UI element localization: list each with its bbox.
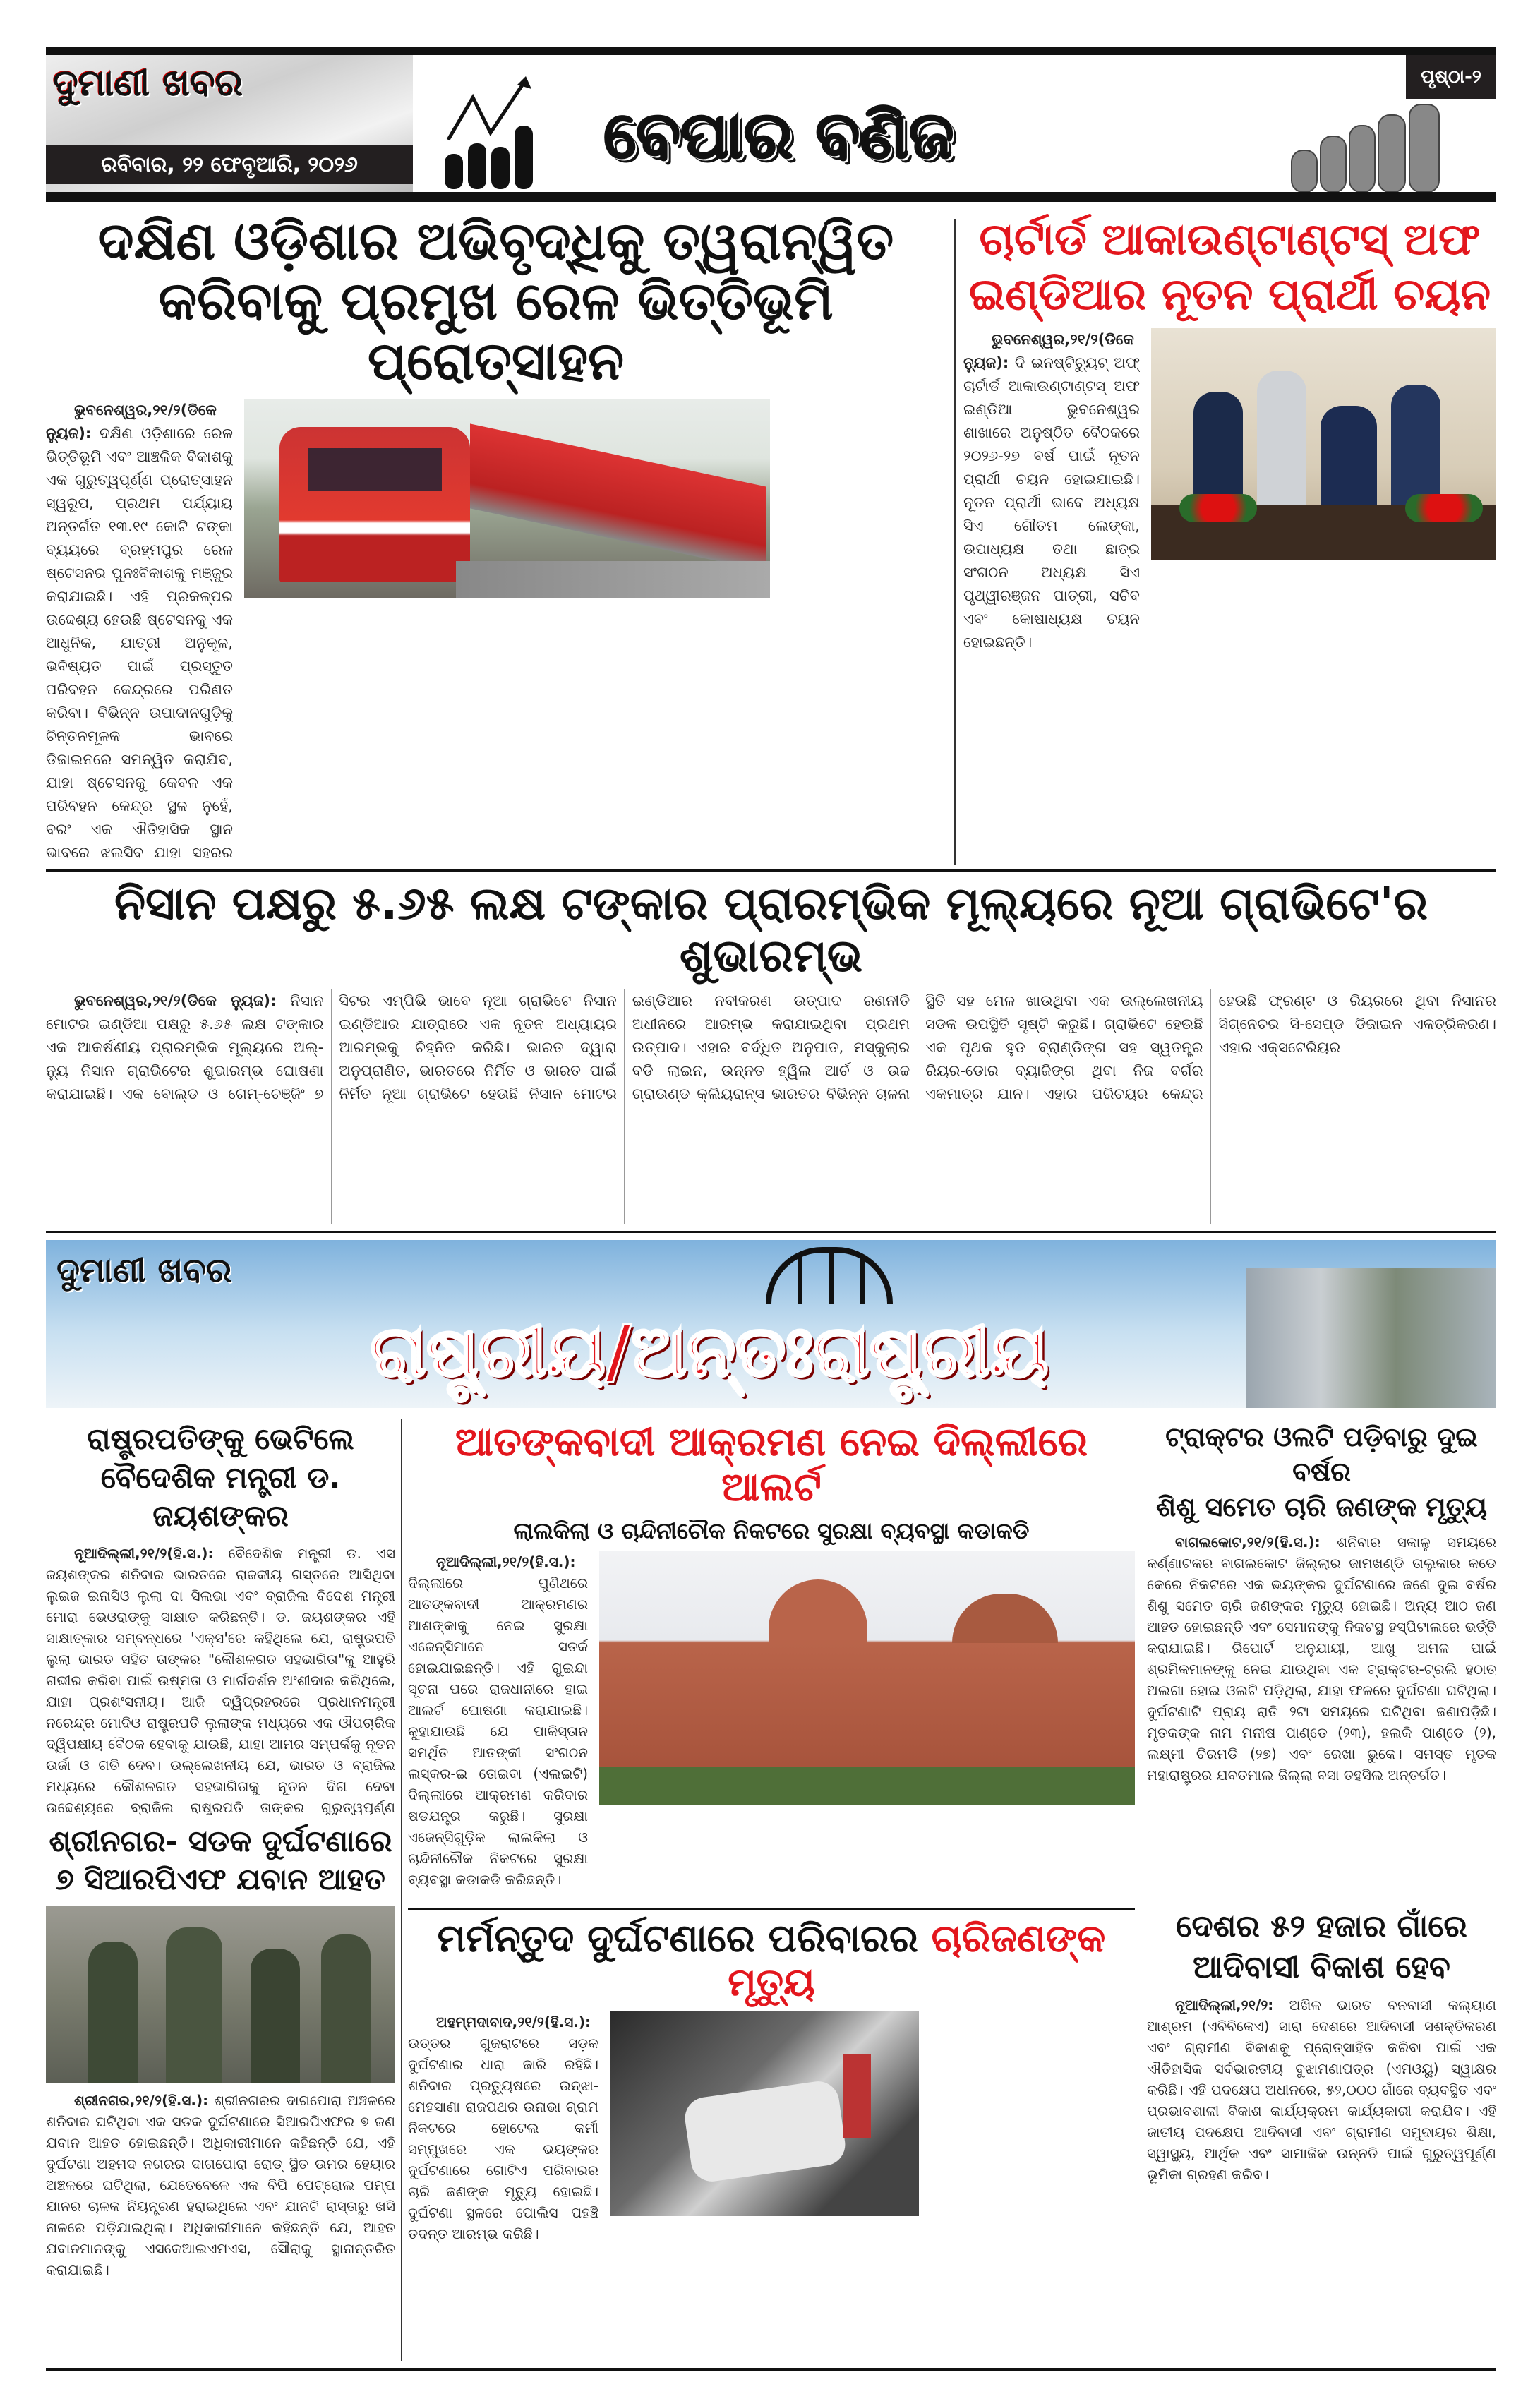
- tractor-article-body: ବାଗଲକୋଟ,୨୧/୨(ହି.ସ.): ଶନିବାର ସକାଳୁ ସମୟରେ କର୍ଣ୍ଣାଟକର ବାଗଲକୋଟ ଜିଲ୍ଲାର ଜାମଖଣ୍ଡି ତାଲୁକାର କଡେ କେରେ ନିକଟରେ ଏକ ଭୟଙ୍କର ଦୁର୍ଘଟଣାରେ ଜଣେ ଦୁଇ ବର୍ଷର ଶିଶୁ ସମେତ ଚାରି ଜଣଙ୍କର ମୃତ୍ୟୁ ହୋଇଛି। ଅନ୍ୟ ଆଠ ଜଣ ଆହତ ହୋଇଛନ୍ତି ଏବଂ ସେମାନଙ୍କୁ ନିକଟସ୍ଥ ହସ୍ପିଟାଲରେ ଭର୍ତ୍ତି କରାଯାଇଛି। ରିପୋର୍ଟ ଅନୁଯାୟୀ, ଆଖୁ ଅମଳ ପାଇଁ ଶ୍ରମିକମାନଙ୍କୁ ନେଇ ଯାଉଥିବା ଏକ ଟ୍ରାକ୍ଟର-ଟ୍ରଲି ହଠାତ୍ ଅଲଗା ହୋଇ ଓଲଟି ପଡ଼ିଥିଲା, ଯାହା ଫଳରେ ଦୁର୍ଘଟଣା ଘଟିଥିଲା। ଦୁର୍ଘଟଣାଟି ପ୍ରାୟ ରାତି ୨ଟା ସମୟରେ ଘଟିଥିବା ଜଣାପଡ଼ିଛି। ମୃତକଙ୍କ ନାମ ମନୀଷ ପାଣ୍ଡେ (୨୩), ହଲକି ପାଣ୍ଡେ (୨), ଲକ୍ଷ୍ମୀ ଚିରମଡି (୨୭) ଏବଂ ରେଖା ଭୁକେ। ସମସ୍ତ ମୃତକ ମହାରାଷ୍ଟ୍ରର ଯବତମାଲ ଜିଲ୍ଲା ବସା ତହସିଲ ଅନ୍ତର୍ଗତ।: [1147, 1534, 1496, 1784]
- srinagar-headline: ଶ୍ରୀନଗର- ସଡକ ଦୁର୍ଘଟଣାରେ ୭ ସିଆରପିଏଫ ଯବାନ ଆହତ: [49, 1823, 392, 1897]
- masthead: [46, 47, 1496, 202]
- jaishankar-article-body: ନୂଆଦିଲ୍ଲୀ,୨୧/୨(ହି.ସ.): ବୈଦେଶିକ ମନ୍ତ୍ରୀ ଡ. ଏସ ଜୟଶଙ୍କର ଶନିବାର ଭାରତରେ ରାଜକୀୟ ଗସ୍ତରେ ଆସିଥିବା ଲୁଇଜ ଇନାସିଓ ଲୁଲା ଦା ସିଲଭା ଏବଂ ବ୍ରାଜିଲ ବିଦେଶ ମନ୍ତ୍ରୀ ମୋରା ଭେଓରାଙ୍କୁ ସାକ୍ଷାତ କରିଛନ୍ତି। ଡ. ଜୟଶଙ୍କର ଏହି ସାକ୍ଷାତ୍କାର ସମ୍ବନ୍ଧରେ 'ଏକ୍ସ'ରେ କହିଥିଲେ ଯେ, ରାଷ୍ଟ୍ରପତି ଲୁଲା ଭାରତ ସହିତ ତାଙ୍କର "କୌଶଳଗତ ସହଭାଗିତା"କୁ ଆହୁରି ଗଭୀର କରିବା ପାଇଁ ଉଷ୍ମତା ଓ ମାର୍ଗଦର୍ଶନ ଅଂଶୀଦାର କରିଥିଲେ, ଯାହା ପ୍ରଶଂସନୀୟ। ଆଜି ଦ୍ୱିପ୍ରହରରେ ପ୍ରଧାନମନ୍ତ୍ରୀ ନରେନ୍ଦ୍ର ମୋଦିଓ ରାଷ୍ଟ୍ରପତି ଲୁଲାଙ୍କ ମଧ୍ୟରେ ଏକ ଔପଚାରିକ ଦ୍ୱିପକ୍ଷୀୟ ବୈଠକ ହେବାକୁ ଯାଉଛି, ଯାହା ଆମର ସମ୍ପର୍କକୁ ନୂତନ ଉର୍ଜା ଓ ଗତି ଦେବ। ଉଲ୍ଲେଖନୀୟ ଯେ, ଭାରତ ଓ ବ୍ରାଜିଲ ମଧ୍ୟରେ କୌଶଳଗତ ସହଭାଗିତାକୁ ନୂତନ ଦିଗ ଦେବା ଉଦ୍ଦେଶ୍ୟରେ ବ୍ରାଜିଲ ରାଷ୍ଟ୍ରପତି ତାଙ୍କର ଗୁରୁତ୍ୱପୂର୍ଣ୍ଣ: [46, 1544, 395, 1815]
- lower-left-column: [46, 1420, 395, 2362]
- section-title: ବେପାର ବଣିଜ: [603, 97, 954, 173]
- city-buildings: [1246, 1268, 1496, 1408]
- national-section-banner: [46, 1240, 1496, 1408]
- delhi-subheadline: ଲାଲକିଲା ଓ ଚାନ୍ଦିନୀଚୌକ ନିକଟରେ ସୁରକ୍ଷା ବ୍ୟବସ୍ଥା କଡାକଡି: [513, 1517, 1030, 1544]
- ca-headline: ଚାର୍ଟାର୍ଡ ଆକାଉଣ୍ଟାଣ୍ଟସ୍ ଅଫ ଇଣ୍ଡିଆର ନୂତନ ପ୍ରାର୍ଥୀ ଚୟନ: [968, 213, 1491, 320]
- column-divider: [954, 219, 956, 865]
- red-fort-photo: [599, 1551, 1135, 1805]
- lower-right-column: [1147, 1420, 1496, 2362]
- jaishankar-headline: ରାଷ୍ଟ୍ରପତିଙ୍କୁ ଭେଟିଲେ ବୈଦେଶିକ ମନ୍ତ୍ରୀ ଡ. ଜୟଶଙ୍କର: [87, 1421, 354, 1534]
- brand-logo: ଦୁମାଣୀ ଖବର: [53, 62, 243, 104]
- banner-title: ରାଷ୍ଟ୍ରୀୟ/ଅନ୍ତଃରାଷ୍ଟ୍ରୀୟ: [370, 1310, 1049, 1392]
- banner-brand: ଦୁମାଣୀ ଖବର: [56, 1251, 232, 1290]
- delhi-article-body: ନୂଆଦିଲ୍ଲୀ,୨୧/୨(ହି.ସ.): ଦିଲ୍ଲୀରେ ପୁଣିଥରେ ଆତଙ୍କବାଦୀ ଆକ୍ରମଣର ଆଶଙ୍କାକୁ ନେଇ ସୁରକ୍ଷା ଏଜେନ୍ସିମାନେ ସତର୍କ ହୋଇଯାଇଛନ୍ତି। ଏହି ଗୁଇନ୍ଦା ସୂଚନା ପରେ ରାଜଧାନୀରେ ହାଇ ଆଲର୍ଟ ଘୋଷଣା କରାଯାଇଛି। କୁହାଯାଉଛି ଯେ ପାକିସ୍ତାନ ସମର୍ଥିତ ଆତଙ୍କୀ ସଂଗଠନ ଲସ୍କର-ଇ ତୋଇବା (ଏଲଇଟି) ଦିଲ୍ଲୀରେ ଆକ୍ରମଣ କରିବାର ଷଡଯନ୍ତ୍ର କରୁଛି। ସୁରକ୍ଷା ଏଜେନ୍ସିଗୁଡ଼ିକ ଲାଲକିଲା ଓ ଚାନ୍ଦିନୀଚୌକ ନିକଟରେ ସୁରକ୍ଷା ବ୍ୟବସ୍ଥା କଡାକଡି କରିଛନ୍ତି।: [408, 1553, 588, 1888]
- section-divider: [408, 1908, 1135, 1910]
- coin-stacks: [1288, 104, 1443, 192]
- section-divider: [46, 1231, 1496, 1233]
- crpf-soldiers-photo: [46, 1906, 395, 2083]
- ca-article-body: ଭୁବନେଶ୍ୱର,୨୧/୨(ଡିକେ ନ୍ୟୁଜ): ଦି ଇନଷ୍ଟିଚ୍ୟୁଟ୍ ଅଫ୍ ଚାର୍ଟାର୍ଡ ଆକାଉଣ୍ଟାଣ୍ଟସ୍ ଅଫ ଇଣ୍ଡିଆ ଭୁବନେଶ୍ୱର ଶାଖାରେ ଅନୁଷ୍ଠିତ ବୈଠକରେ ୨୦୨୬-୨୭ ବର୍ଷ ପାଇଁ ନୂତନ ପ୍ରାର୍ଥୀ ଚୟନ ହୋଇଯାଇଛି। ନୂତନ ପ୍ରାର୍ଥୀ ଭାବେ ଅଧ୍ୟକ୍ଷ ସିଏ ଗୌତମ ଲେଙ୍କା, ଉପାଧ୍ୟକ୍ଷ ତଥା ଛାତ୍ର ସଂଗଠନ ଅଧ୍ୟକ୍ଷ ସିଏ ପୃଥ୍ୱୀରଞ୍ଜନ ପାତ୍ରୀ, ସଚିବ ଏବଂ କୋଷାଧ୍ୟକ୍ଷ ଚୟନ ହୋଇଛନ୍ତି।: [963, 331, 1140, 651]
- brand-box: [46, 55, 413, 192]
- delhi-article-row: [408, 1551, 1135, 1902]
- ca-officials-photo: [1151, 328, 1496, 560]
- ca-article-row: [963, 328, 1496, 865]
- gujarat-article-body: ଅହମ୍ମଦାବାଦ,୨୧/୨(ହି.ସ.): ଉତ୍ତର ଗୁଜରାଟରେ ସଡ଼କ ଦୁର୍ଘଟଣାର ଧାରା ଜାରି ରହିଛି। ଶନିବାର ପ୍ରତ୍ୟୁଷରେ ଉନ୍‌ଝା-ମେହସାଣା ରାଜପଥର ଉନାଭା ଗ୍ରାମ ନିକଟରେ ହୋଟେଲ କର୍ମୀ ସମ୍ମୁଖରେ ଏକ ଭୟଙ୍କର ଦୁର୍ଘଟଣାରେ ଗୋଟିଏ ପରିବାରର ଚାରି ଜଣଙ୍କ ମୃତ୍ୟୁ ହୋଇଛି। ଦୁର୍ଘଟଣା ସ୍ଥଳରେ ପୋଲିସ ପହଞ୍ଚି ତଦନ୍ତ ଆରମ୍ଭ କରିଛି।: [408, 2014, 598, 2243]
- rail-locomotive-photo: [244, 399, 770, 598]
- globe-icon: [766, 1247, 893, 1304]
- rail-col-1: ଭୁବନେଶ୍ୱର,୨୧/୨(ଡିକେ ନ୍ୟୁଜ): ଦକ୍ଷିଣ ଓଡ଼ିଶାରେ ରେଳ ଭିତ୍ତିଭୂମି ଏବଂ ଆଞ୍ଚଳିକ ବିକାଶକୁ ଏକ ଗୁରୁତ୍ୱପୂର୍ଣ୍ଣ ପ୍ରୋତ୍ସାହନ ସ୍ୱରୂପ, ପ୍ରଥମ ପର୍ଯ୍ୟାୟ ଅନ୍ତର୍ଗତ ୧୩.୧୯ କୋଟି ଟଙ୍କା ବ୍ୟୟରେ ବ୍ରହ୍ମପୁର ରେଳ ଷ୍ଟେସନର ପୁନଃବିକାଶକୁ ମଞ୍ଜୁର କରାଯାଇଛି। ଏହି ପ୍ରକଳ୍ପର ଉଦ୍ଦେଶ୍ୟ ହେଉଛି ଷ୍ଟେସନକୁ ଏକ ଆଧୁନିକ, ଯାତ୍ରୀ ଅନୁକୂଳ, ଭବିଷ୍ୟତ ପାଇଁ ପ୍ରସ୍ତୁତ ପରିବହନ କେନ୍ଦ୍ରରେ ପରିଣତ କରିବା। ବିଭିନ୍ନ ଉପାଦାନଗୁଡ଼ିକୁ ଚିନ୍ତନମୂଳକ ଭାବରେ ଡିଜାଇନରେ ସମନ୍ୱିତ କରାଯିବ, ଯାହା ଷ୍ଟେସନକୁ କେବଳ ଏକ ପରିବହନ କେନ୍ଦ୍ର ସ୍ଥଳ ନୁହେଁ, ବରଂ ଏକ ଐତିହାସିକ ସ୍ଥାନ ଭାବରେ ଝଲସିବ ଯାହା ସହରର: [46, 402, 233, 862]
- rail-article-body: [46, 399, 946, 865]
- srinagar-article-body: ଶ୍ରୀନଗର,୨୧/୨(ହି.ସ.): ଶ୍ରୀନଗରର ଦାଗପୋରା ଅଞ୍ଚଳରେ ଶନିବାର ଘଟିଥିବା ଏକ ସଡକ ଦୁର୍ଘଟଣାରେ ସିଆରପିଏଫର ୭ ଜଣ ଯବାନ ଆହତ ହୋଇଛନ୍ତି। ଅଧିକାରୀମାନେ କହିଛନ୍ତି ଯେ, ଏହି ଦୁର୍ଘଟଣା ଅହମଦ ନଗରର ଦାଗପୋରା ରୋଡ୍ ସ୍ଥିତ ଉମର ହେୟାର ଅଞ୍ଚଳରେ ଘଟିଥିଲା, ଯେତେବେଳେ ଏକ ବିପି ପେଟ୍ରୋଲ ପମ୍ପ ଯାନର ଚାଳକ ନିୟନ୍ତ୍ରଣ ହରାଇଥିଲେ ଏବଂ ଯାନଟି ରାସ୍ତାରୁ ଖସି ନାଳରେ ପଡ଼ିଯାଇଥିଲା। ଅଧିକାରୀମାନେ କହିଛନ୍ତି ଯେ, ଆହତ ଯବାନମାନଙ୍କୁ ଏସକେଆଇଏମଏସ, ସୌରାକୁ ସ୍ଥାନାନ୍ତରିତ କରାଯାଇଛି।: [46, 2091, 395, 2278]
- column-divider: [401, 1419, 402, 2361]
- tractor-headline: ଟ୍ରାକ୍ଟର ଓଲଟି ପଡ଼ିବାରୁ ଦୁଇ ବର୍ଷର ଶିଶୁ ସମେତ ଚାରି ଜଣଙ୍କ ମୃତ୍ୟୁ: [1155, 1421, 1488, 1522]
- ca-article: [963, 212, 1496, 865]
- page-number-badge: ପୃଷ୍ଠା-୨: [1406, 55, 1496, 99]
- delhi-headline: ଆତଙ୍କବାଦୀ ଆକ୍ରମଣ ନେଇ ଦିଲ୍ଲୀରେ ଆଲର୍ଟ: [455, 1419, 1088, 1511]
- nissan-article: [46, 869, 1496, 1233]
- accident-scene-photo: [610, 2011, 919, 2216]
- rail-article: [46, 212, 946, 865]
- nissan-article-body: ଭୁବନେଶ୍ୱର,୨୧/୨(ଡିକେ ନ୍ୟୁଜ): ନିସାନ ମୋଟର ଇଣ୍ଡିଆ ପକ୍ଷରୁ ୫.୬୫ ଲକ୍ଷ ଟଙ୍କାର ଏକ ଆକର୍ଷଣୀୟ ପ୍ରାରମ୍ଭିକ ମୂଲ୍ୟରେ ଅଲ୍-ନ୍ୟୁ ନିସାନ ଗ୍ରାଭିଟେର ଶୁଭାରମ୍ଭ ଘୋଷଣା କରାଯାଇଛି। ଏକ ବୋଲ୍ଡ ଓ ଗେମ୍-ଚେଞ୍ଜିଂ ୭ ସିଟର ଏମ୍‌ପିଭି ଭାବେ ନୂଆ ଗ୍ରାଭିଟେ ନିସାନ ଇଣ୍ଡିଆର ଯାତ୍ରାରେ ଏକ ନୂତନ ଅଧ୍ୟାୟର ଆରମ୍ଭକୁ ଚିହ୍ନିତ କରିଛି। ଭାରତ ଦ୍ୱାରା ଅନୁପ୍ରାଣିତ, ଭାରତରେ ନିର୍ମିତ ଓ ଭାରତ ପାଇଁ ନିର୍ମିତ ନୂଆ ଗ୍ରାଭିଟେ ହେଉଛି ନିସାନ ମୋଟର ଇଣ୍ଡିଆର ନବୀକରଣ ଉତ୍ପାଦ ରଣନୀତି ଅଧୀନରେ ଆରମ୍ଭ କରାଯାଇଥିବା ପ୍ରଥମ ଉତ୍ପାଦ। ଏହାର ବର୍ଦ୍ଧିତ ଅନୁପାତ, ମସ୍କୁଲାର ବଡି ଲାଇନ, ଉନ୍ନତ ହ୍ୱିଲ ଆର୍ଚ ଓ ଉଚ୍ଚ ଗ୍ରାଉଣ୍ଡ କ୍ଲିୟରାନ୍ସ ଭାରତର ବିଭିନ୍ନ ଚାଳନା ସ୍ଥିତି ସହ ମେଳ ଖାଉଥିବା ଏକ ଉଲ୍ଲେଖନୀୟ ସଡକ ଉପସ୍ଥିତି ସୃଷ୍ଟି କରୁଛି। ଗ୍ରାଭିଟେ ହେଉଛି ଏକ ପୃଥକ ହୁଡ ବ୍ରାଣ୍ଡିଙ୍ଗ ସହ ସ୍ୱତନ୍ତ୍ର ରିୟର-ଡୋର ବ୍ୟାଜିଙ୍ଗ ଥିବା ନିଜ ବର୍ଗର ଏକମାତ୍ର ଯାନ। ଏହାର ପରିଚୟର କେନ୍ଦ୍ର ହେଉଛି ଫ୍ରଣ୍ଟ ଓ ରିୟରରେ ଥିବା ନିସାନର ସିଗ୍ନେଚର ସି-ସେପ୍ଡ ଡିଜାଇନ ଏକତ୍ରିକରଣ। ଏହାର ଏକ୍ସଟେରିୟର: [46, 992, 1496, 1103]
- tribal-article-body: ନୂଆଦିଲ୍ଲୀ,୨୧/୨: ଅଖିଳ ଭାରତ ବନବାସୀ କଲ୍ୟାଣ ଆଶ୍ରମ (ଏବିବିକେଏ) ସାରା ଦେଶରେ ଆଦିବାସୀ ସଶକ୍ତିକରଣ ଏବଂ ଗ୍ରାମୀଣ ବିକାଶକୁ ପ୍ରୋତ୍ସାହିତ କରିବା ପାଇଁ ଏକ ଐତିହାସିକ ସର୍ବଭାରତୀୟ ବୁଝାମଣାପତ୍ର (ଏମଓୟୁ) ସ୍ୱାକ୍ଷର କରିଛି। ଏହି ପଦକ୍ଷେପ ଅଧୀନରେ, ୫୨,୦୦୦ ଗାଁରେ ବ୍ୟବସ୍ଥିତ ଏବଂ ପ୍ରଭାବଶାଳୀ ବିକାଶ କାର୍ଯ୍ୟକ୍ରମ କାର୍ଯ୍ୟକାରୀ କରାଯିବ। ଏହି ଜାତୀୟ ପଦକ୍ଷେପ ଆଦିବାସୀ ଏବଂ ଗ୍ରାମୀଣ ସମୁଦାୟର ଶିକ୍ଷା, ସ୍ୱାସ୍ଥ୍ୟ, ଆର୍ଥିକ ଏବଂ ସାମାଜିକ ଉନ୍ନତି ପାଇଁ ଗୁରୁତ୍ୱପୂର୍ଣ୍ଣ ଭୂମିକା ଗ୍ରହଣ କରିବ।: [1147, 1996, 1496, 2183]
- rail-headline: ଦକ୍ଷିଣ ଓଡ଼ିଶାର ଅଭିବୃଦ୍ଧିକୁ ତ୍ୱରାନ୍ୱିତ କରିବାକୁ ପ୍ରମୁଖ ରେଳ ଭିତ୍ତିଭୂମି ପ୍ରୋତ୍ସାହନ: [97, 211, 894, 392]
- gujarat-headline: ମର୍ମନ୍ତୁଦ ଦୁର୍ଘଟଣାରେ ପରିବାରର ଚାରିଜଣଙ୍କ ମୃତ୍ୟୁ: [437, 1916, 1106, 2005]
- issue-date: ରବିବାର, ୨୨ ଫେବୃଆରି, ୨୦୨୬: [46, 145, 413, 184]
- tribal-headline: ଦେଶର ୫୨ ହଜାର ଗାଁରେ ଆଦିବାସୀ ବିକାଶ ହେବ: [1176, 1908, 1467, 1985]
- center-column: [408, 1420, 1135, 2362]
- page-bottom-rule: [46, 2368, 1496, 2371]
- nissan-headline: ନିସାନ ପକ୍ଷରୁ ୫.୬୫ ଲକ୍ଷ ଟଙ୍କାର ପ୍ରାରମ୍ଭିକ ମୂଲ୍ୟରେ ନୂଆ ଗ୍ରାଭିଟେ'ର ଶୁଭାରମ୍ଭ: [114, 878, 1428, 982]
- section-divider: [46, 869, 1496, 872]
- chart-arrow-icon: [441, 76, 582, 189]
- gujarat-article-row: [408, 2011, 1135, 2362]
